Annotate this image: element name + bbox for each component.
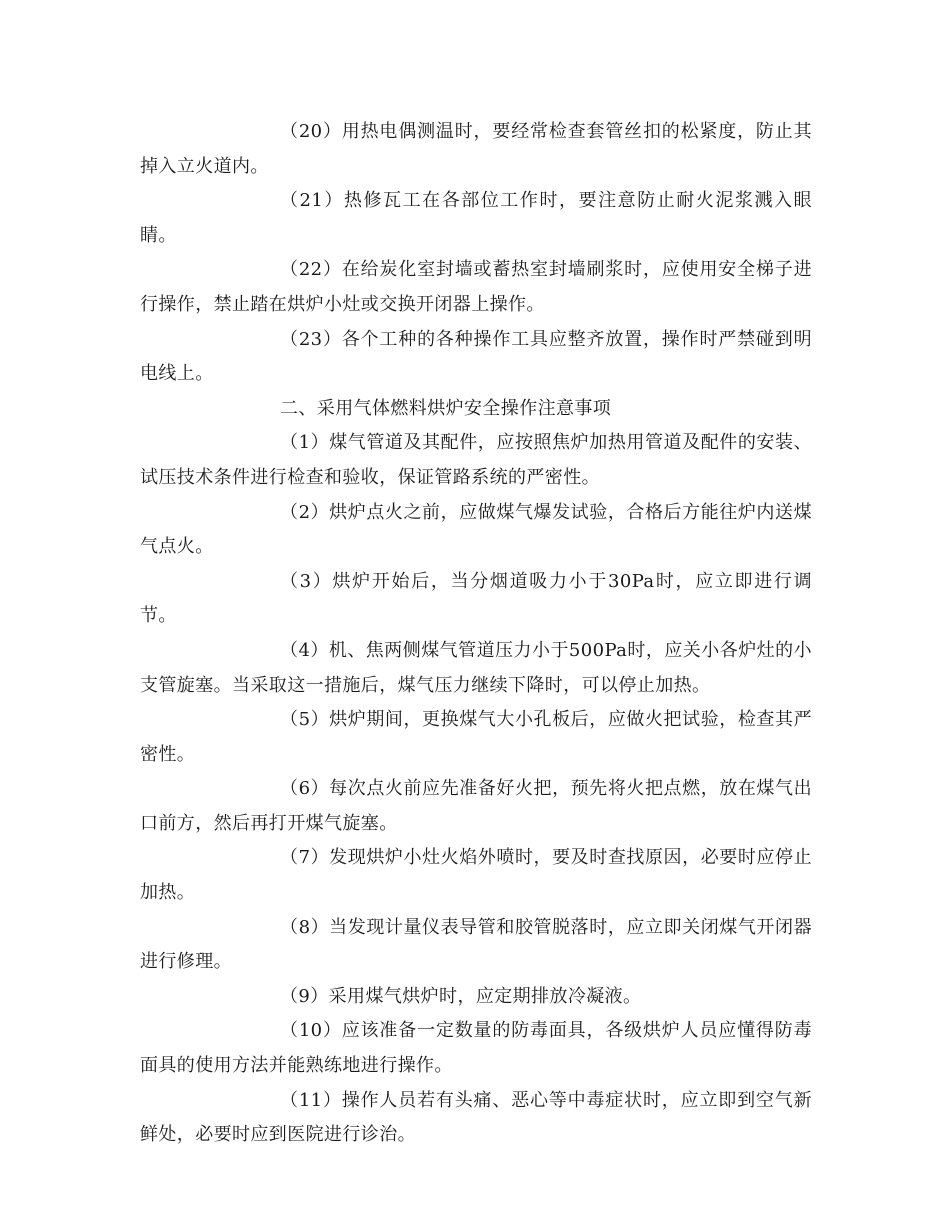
paragraph-item-4: （4）机、焦两侧煤气管道压力小于500Pa时，应关小各炉灶的小支管旋塞。当采取这一措施后，煤气压力继续下降时，可以停止加热。 bbox=[140, 639, 812, 696]
paragraph-item-9: （9）采用煤气烘炉时，应定期排放冷凝液。 bbox=[280, 985, 642, 1007]
paragraph-item-21: （21）热修瓦工在各部位工作时，要注意防止耐火泥浆溅入眼睛。 bbox=[140, 190, 812, 246]
paragraph-item-1: （1）煤气管道及其配件，应按照焦炉加热用管道及配件的安装、试压技术条件进行检查和验收，保证管路系统的严密性。 bbox=[140, 432, 812, 488]
paragraph-item-7: （7）发现烘炉小灶火焰外喷时，要及时查找原因，必要时应停止加热。 bbox=[140, 847, 812, 904]
paragraph-item-2: （2）烘炉点火之前，应做煤气爆发试验，合格后方能往炉内送煤气点火。 bbox=[140, 501, 812, 558]
document-body bbox=[140, 115, 812, 1153]
paragraph-item-6: （6）每次点火前应先准备好火把，预先将火把点燃，放在煤气出口前方，然后再打开煤气旋塞。 bbox=[140, 778, 812, 834]
paragraph-item-20: （20）用热电偶测温时，要经常检查套管丝扣的松紧度，防止其掉入立火道内。 bbox=[140, 121, 812, 177]
paragraph-item-11: （11）操作人员若有头痛、恶心等中毒症状时，应立即到空气新鲜处，必要时应到医院进行诊治。 bbox=[140, 1089, 812, 1146]
paragraph-item-10: （10）应该准备一定数量的防毒面具，各级烘炉人员应懂得防毒面具的使用方法并能熟练地进行操作。 bbox=[140, 1020, 812, 1077]
paragraph-item-23: （23）各个工种的各种操作工具应整齐放置，操作时严禁碰到明电线上。 bbox=[140, 328, 812, 385]
paragraph-item-5: （5）烘炉期间，更换煤气大小孔板后，应做火把试验，检查其严密性。 bbox=[140, 709, 812, 765]
paragraph-item-3: （3）烘炉开始后，当分烟道吸力小于30Pa时，应立即进行调节。 bbox=[140, 570, 812, 627]
paragraph-item-22: （22）在给炭化室封墙或蓄热室封墙刷浆时，应使用安全梯子进行操作，禁止踏在烘炉小灶或交换开闭器上操作。 bbox=[140, 259, 812, 315]
section-heading: 二、采用气体燃料烘炉安全操作注意事项 bbox=[280, 397, 612, 419]
paragraph-item-8: （8）当发现计量仪表导管和胶管脱落时，应立即关闭煤气开闭器进行修理。 bbox=[140, 916, 812, 973]
